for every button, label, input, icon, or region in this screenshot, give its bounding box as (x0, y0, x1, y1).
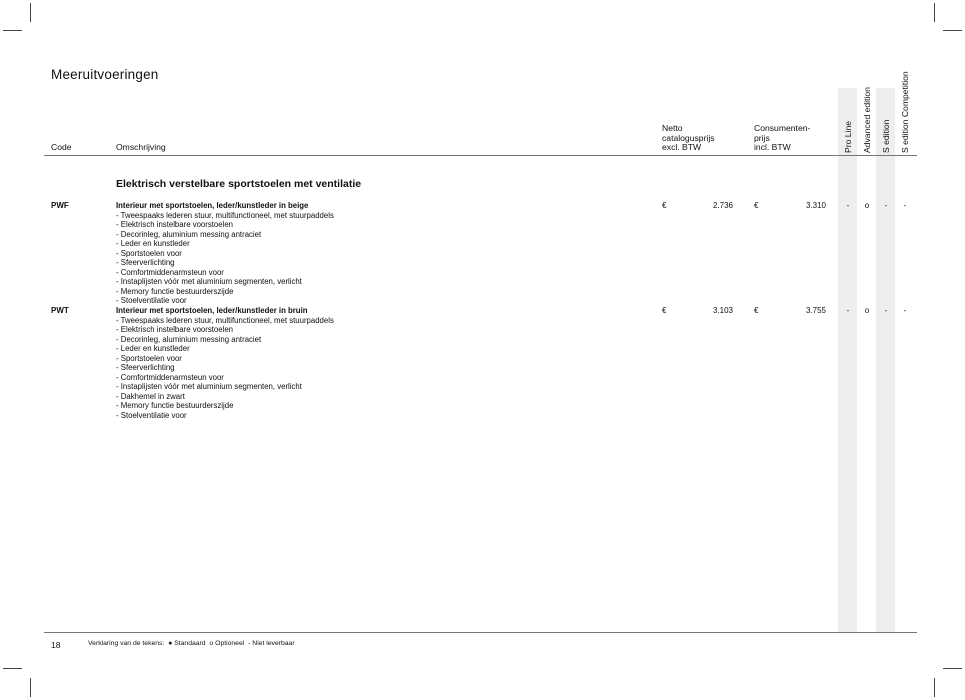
consumer-price: 3.755 (805, 306, 826, 315)
page-title: Meeruitvoeringen (51, 67, 159, 82)
net-price-currency: € (662, 306, 667, 315)
net-price: 2.736 (712, 201, 733, 210)
column-header-code: Code (51, 142, 72, 152)
column-header-s-edition-competition: S edition Competition (900, 71, 910, 153)
option-feature-line: - Sfeerverlichting (116, 363, 175, 373)
availability-pro-line: - (846, 306, 850, 315)
column-header-description: Omschrijving (116, 142, 166, 152)
legend-not-available: - Niet leverbaar (248, 640, 295, 647)
legend (88, 640, 297, 647)
crop-mark (30, 3, 31, 22)
net-price-currency: € (662, 201, 667, 210)
crop-mark (3, 668, 22, 669)
section-heading: Elektrisch verstelbare sportstoelen met ventilatie (116, 178, 362, 190)
option-feature-line: - Sportstoelen voor (116, 353, 182, 363)
availability-advanced-edition: o (864, 201, 870, 210)
availability-s-edition-competition: - (903, 306, 907, 315)
column-header-consumer-price (754, 124, 810, 153)
option-feature-line: - Stoelventilatie voor (116, 296, 187, 306)
crop-mark (943, 668, 962, 669)
option-feature-line: - Elektrisch instelbare voorstoelen (116, 325, 234, 335)
option-feature-line: - Tweespaaks lederen stuur, multifunctioneel, met stuurpaddels (116, 315, 334, 325)
option-code: PWF (51, 201, 69, 210)
option-feature-line: - Leder en kunstleder (116, 239, 190, 249)
legend-standard: ● Standaard (168, 640, 206, 647)
edition-column-shade (876, 88, 895, 633)
option-code: PWT (51, 306, 69, 315)
crop-mark (934, 3, 935, 22)
consumer-price-header-line: Consumenten- (754, 123, 811, 133)
legend-label: Verklaring van de tekens: (88, 640, 165, 647)
option-feature-line: - Decorinleg, aluminium messing antraciet (116, 334, 262, 344)
availability-s-edition-competition: - (903, 201, 907, 210)
option-feature-line: - Dakhemel in zwart (116, 391, 185, 401)
net-price-header-line: Netto (662, 123, 683, 133)
crop-mark (943, 30, 962, 31)
option-description (116, 201, 334, 306)
net-price-header-line: excl. BTW (662, 142, 702, 153)
crop-mark (934, 678, 935, 697)
column-header-pro-line: Pro Line (843, 120, 853, 153)
footer-divider (44, 632, 917, 633)
option-feature-line: - Instaplijsten vóór met aluminium segmenten, verlicht (116, 382, 302, 392)
consumer-price-header-line: incl. BTW (754, 142, 791, 153)
option-feature-line: - Leder en kunstleder (116, 344, 190, 354)
availability-advanced-edition: o (864, 306, 870, 315)
availability-s-edition: - (884, 306, 888, 315)
crop-mark (30, 678, 31, 697)
net-price-header-line: catalogusprijs (662, 132, 715, 143)
option-feature-line: - Tweespaaks lederen stuur, multifunctioneel, met stuurpaddels (116, 210, 334, 220)
option-feature-line: - Comfortmiddenarmsteun voor (116, 372, 224, 382)
option-feature-line: - Instaplijsten vóór met aluminium segmenten, verlicht (116, 277, 302, 287)
consumer-price: 3.310 (805, 201, 826, 210)
option-feature-line: - Comfortmiddenarmsteun voor (116, 267, 224, 277)
crop-mark (3, 30, 22, 31)
column-header-advanced-edition: Advanced edition (862, 87, 872, 153)
option-feature-line: - Elektrisch instelbare voorstoelen (116, 220, 234, 230)
column-header-net-price (662, 124, 715, 153)
option-feature-line: - Sportstoelen voor (116, 248, 182, 258)
page-number: 18 (51, 640, 61, 650)
option-feature-line: - Stoelventilatie voor (116, 411, 187, 421)
option-feature-line: - Decorinleg, aluminium messing antraciet (116, 229, 262, 239)
option-feature-line: - Memory functie bestuurderszijde (116, 401, 234, 411)
consumer-price-currency: € (754, 201, 759, 210)
availability-s-edition: - (884, 201, 888, 210)
column-header-s-edition: S edition (881, 119, 891, 153)
option-title: Interieur met sportstoelen, leder/kunstleder in beige (116, 201, 309, 210)
edition-column-shade (838, 88, 857, 633)
option-feature-line: - Memory functie bestuurderszijde (116, 286, 234, 296)
availability-pro-line: - (846, 201, 850, 210)
option-feature-line: - Sfeerverlichting (116, 258, 175, 268)
legend-optional: o Optioneel (209, 640, 245, 647)
consumer-price-currency: € (754, 306, 759, 315)
option-description (116, 306, 334, 421)
header-divider (44, 155, 917, 156)
consumer-price-header-line: prijs (754, 132, 770, 143)
option-title: Interieur met sportstoelen, leder/kunstleder in bruin (116, 306, 308, 315)
net-price: 3.103 (712, 306, 733, 315)
